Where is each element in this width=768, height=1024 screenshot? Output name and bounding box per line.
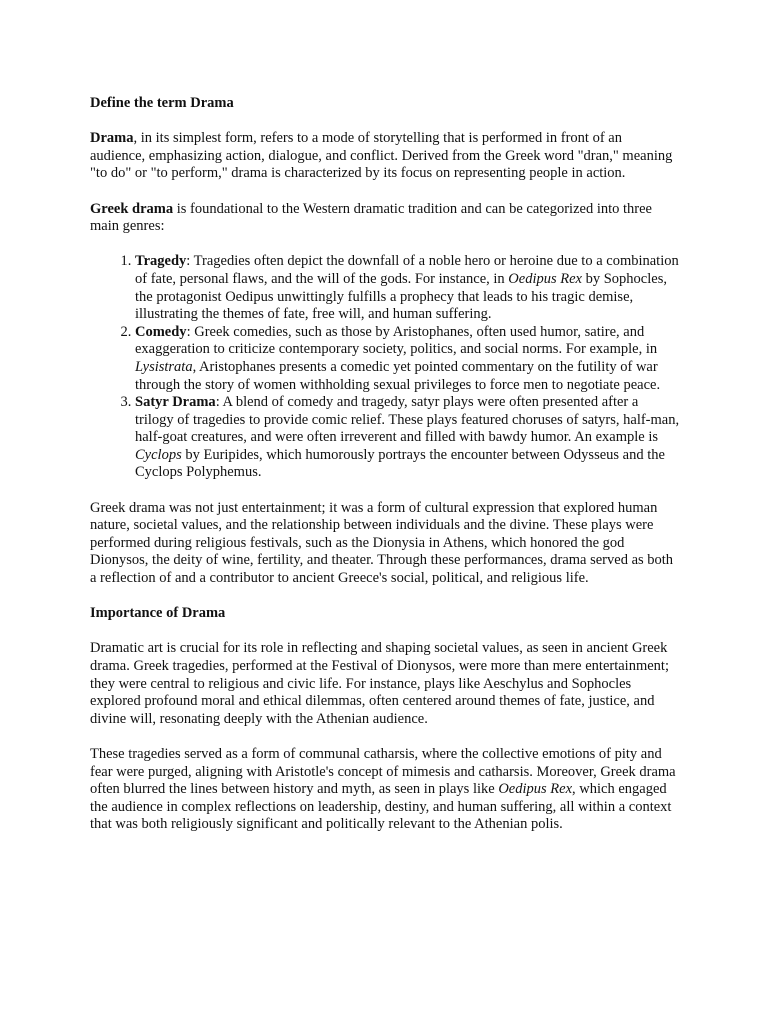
list-item-text: : Greek comedies, such as those by Aristophanes, often used humor, satire, and exaggeration to criticize contemporary society, politics, and social norms. For example, in	[135, 323, 658, 358]
list-item-text: : Tragedies often depict the downfall of a noble hero or heroine due to a combination of fate, personal flaws, and the will of the gods. For instance, in	[135, 253, 679, 287]
paragraph-text: , which engaged the audience in complex reflections on leadership, destiny, and human suffering, all within a context that was both religiously significant and politically relevant to the Athenian polis.	[90, 781, 672, 833]
paragraph-catharsis	[90, 746, 680, 834]
title-oedipus-rex: Oedipus Rex	[508, 270, 582, 287]
paragraph-greek-drama-intro	[90, 201, 680, 236]
term-drama: Drama	[90, 130, 134, 147]
list-item-text: , Aristophanes presents a comedic yet pointed commentary on the futility of war through the story of women withholding sexual privileges to force men to negotiate peace.	[135, 358, 661, 393]
paragraph-text: is foundational to the Western dramatic tradition and can be categorized into three main genres:	[90, 200, 652, 235]
term-comedy: Comedy	[135, 323, 187, 340]
list-item-satyr-drama	[135, 394, 680, 482]
term-tragedy: Tragedy	[135, 253, 187, 270]
paragraph-text: These tragedies served as a form of communal catharsis, where the collective emotions of pity and fear were purged, aligning with Aristotle's concept of mimesis and catharsis. Moreover, Greek drama often blurred the lines between history and myth, as seen in plays like	[90, 745, 676, 798]
term-greek-drama: Greek drama	[90, 200, 174, 217]
list-item-text: : A blend of comedy and tragedy, satyr plays were often presented after a trilogy of tragedies to provide comic relief. These plays featured choruses of satyrs, half-man, half-goat creatures, and were often irreverent and filled with bawdy humor. An example is	[135, 394, 680, 446]
document-page	[90, 95, 680, 852]
title-oedipus-rex: Oedipus Rex	[498, 781, 573, 798]
list-item-text: by Euripides, which humorously portrays the encounter between Odysseus and the Cyclops Polyphemus.	[135, 446, 665, 481]
section-heading-importance: Importance of Drama	[90, 605, 226, 622]
paragraph-drama-definition	[90, 130, 680, 183]
paragraph-text: , in its simplest form, refers to a mode of storytelling that is performed in front of an audience, emphasizing action, dialogue, and conflict. Derived from the Greek word "dran," meaning "to do" or "to perform," drama is characterized by its focus on representing people in action.	[90, 130, 673, 182]
paragraph-dramatic-art: Dramatic art is crucial for its role in reflecting and shaping societal values, as seen in ancient Greek drama. Greek tragedies, performed at the Festival of Dionysos, were more than mere entertainment; they were central to religious and civic life. For instance, plays like Aeschylus and Sophocles explored profound moral and ethical dilemmas, often centered around themes of fate, justice, and divine will, resonating deeply with the Athenian audience.	[90, 640, 669, 727]
list-item-comedy	[135, 324, 680, 394]
list-item-tragedy	[135, 253, 680, 323]
genre-list	[90, 253, 680, 482]
title-cyclops: Cyclops	[135, 446, 182, 463]
list-item-text: by Sophocles, the protagonist Oedipus unwittingly fulfills a prophecy that leads to his tragic demise, illustrating the themes of fate, free will, and human suffering.	[135, 270, 667, 323]
term-satyr-drama: Satyr Drama	[135, 394, 216, 411]
section-heading-define-drama: Define the term Drama	[90, 95, 234, 111]
paragraph-cultural-expression: Greek drama was not just entertainment; it was a form of cultural expression that explored human nature, societal values, and the relationship between individuals and the divine. These plays were performed during religious festivals, such as the Dionysia in Athens, which honored the god Dionysos, the deity of wine, fertility, and theater. Through these performances, drama served as both a reflection of and a contributor to ancient Greece's social, political, and religious life.	[90, 499, 674, 587]
title-lysistrata: Lysistrata	[135, 358, 193, 375]
